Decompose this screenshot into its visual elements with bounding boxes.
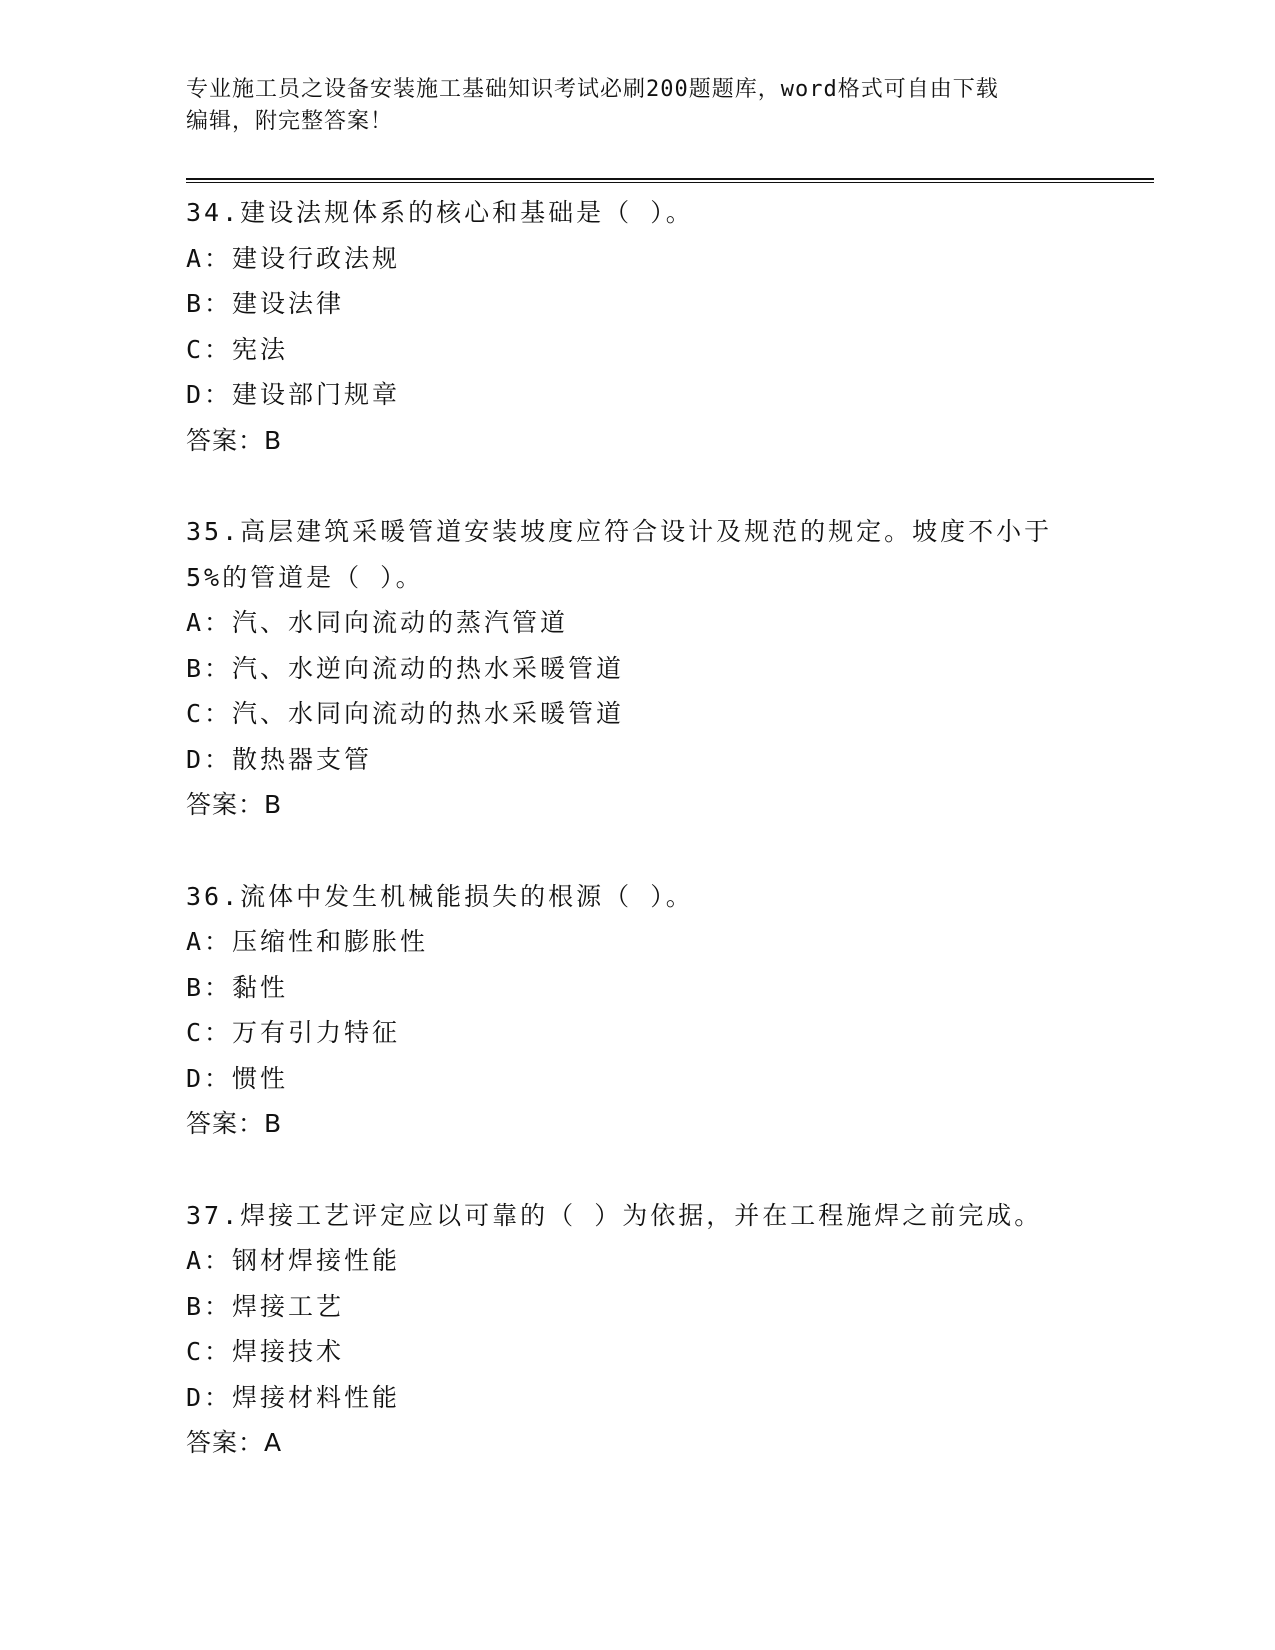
option-d: D：惯性 <box>186 1063 289 1093</box>
option-a: A：压缩性和膨胀性 <box>186 927 429 956</box>
option-a: A：钢材焊接性能 <box>186 1246 401 1275</box>
answer-line: 答案：B <box>186 790 283 819</box>
option-b: B：黏性 <box>186 972 289 1002</box>
question-stem: 35.高层建筑采暖管道安装坡度应符合设计及规范的规定。坡度不小于 <box>186 517 1053 546</box>
answer-line: 答案：B <box>186 1109 283 1138</box>
option-c: C：宪法 <box>186 334 289 364</box>
option-c: C：焊接技术 <box>186 1337 345 1366</box>
option-d: D：建设部门规章 <box>186 380 401 409</box>
question-stem: 34.建设法规体系的核心和基础是（ ）。 <box>186 198 694 227</box>
question-stem: 37.焊接工艺评定应以可靠的（ ）为依据，并在工程施焊之前完成。 <box>186 1200 1043 1230</box>
option-c: C：万有引力特征 <box>186 1018 401 1047</box>
answer-line: 答案：B <box>186 425 283 455</box>
question-stem-continued: 5%的管道是（ ）。 <box>186 562 424 592</box>
option-a: A：建设行政法规 <box>186 243 401 273</box>
question-34 <box>186 190 1086 463</box>
option-d: D：散热器支管 <box>186 744 373 774</box>
document-header <box>186 74 1066 138</box>
question-list <box>186 190 1086 1512</box>
question-stem: 36.流体中发生机械能损失的根源（ ）。 <box>186 881 694 911</box>
question-35 <box>186 509 1086 828</box>
option-b: B：焊接工艺 <box>186 1291 345 1321</box>
option-b: B：汽、水逆向流动的热水采暖管道 <box>186 653 625 683</box>
header-line-2: 编辑，附完整答案！ <box>186 109 394 134</box>
option-d: D：焊接材料性能 <box>186 1382 401 1412</box>
answer-line: 答案：A <box>186 1428 283 1457</box>
option-a: A：汽、水同向流动的蒸汽管道 <box>186 608 569 637</box>
header-divider <box>186 178 1154 183</box>
header-line-1: 专业施工员之设备安装施工基础知识考试必刷200题题库，word格式可自由下载 <box>186 77 999 102</box>
question-37 <box>186 1193 1086 1466</box>
option-b: B：建设法律 <box>186 289 345 318</box>
option-c: C：汽、水同向流动的热水采暖管道 <box>186 699 625 728</box>
question-36 <box>186 874 1086 1147</box>
